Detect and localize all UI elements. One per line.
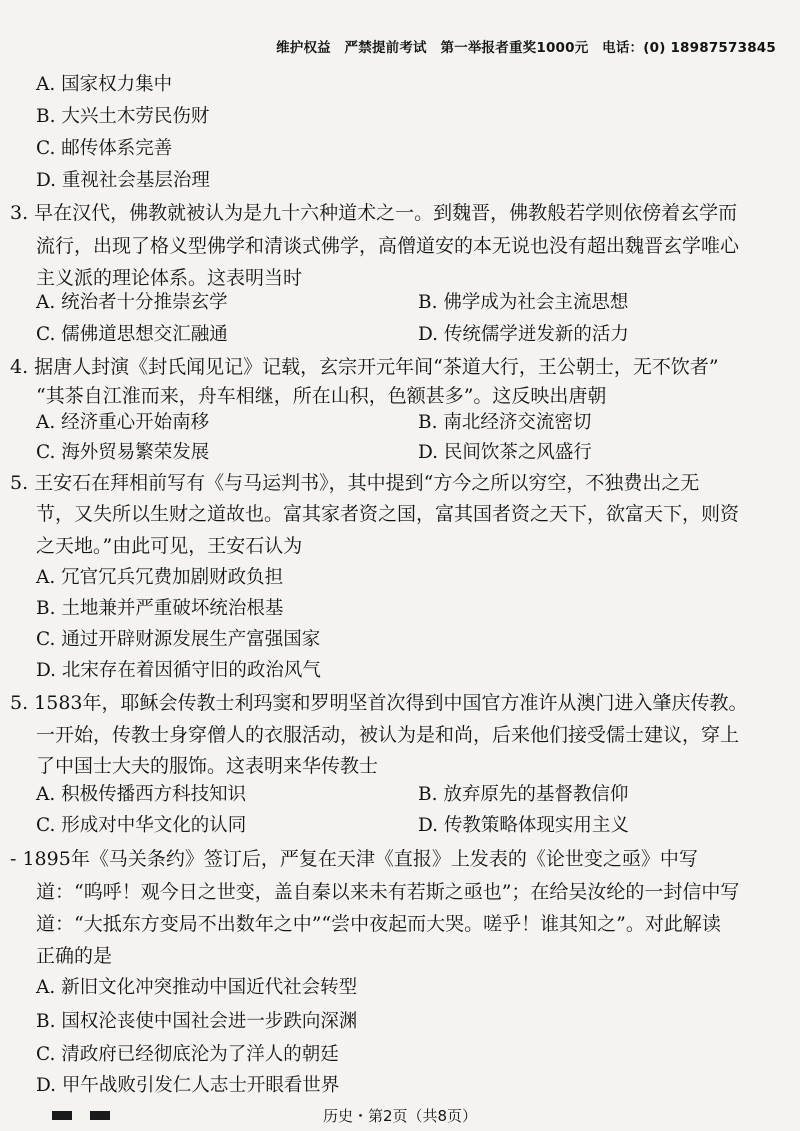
q3-option-d: D. 传统儒学迸发新的活力 bbox=[418, 324, 629, 345]
q4-option-d: D. 民间饮茶之风盛行 bbox=[418, 442, 592, 463]
q2-option-b: B. 大兴土木劳民伤财 bbox=[36, 106, 210, 127]
q7-option-a: A. 新旧文化冲突推动中国近代社会转型 bbox=[36, 977, 358, 998]
q5-stem-line-2: 节，又失所以生财之道故也。富其家者资之国，富其国者资之天下，欲富天下，则资 bbox=[36, 503, 740, 525]
q7-option-d: D. 甲午战败引发仁人志士开眼看世界 bbox=[36, 1075, 340, 1096]
q7-option-c: C. 清政府已经彻底沦为了洋人的朝廷 bbox=[36, 1044, 339, 1065]
q3-option-c: C. 儒佛道思想交汇融通 bbox=[36, 324, 228, 345]
q5-option-b: B. 土地兼并严重破坏统治根基 bbox=[36, 598, 284, 619]
q6-stem-line-1: 5. 1583年，耶稣会传教士利玛窦和罗明坚首次得到中国官方准许从澳门进入肇庆传教。 bbox=[10, 692, 748, 714]
q6-option-a: A. 积极传播西方科技知识 bbox=[36, 784, 247, 805]
q7-stem-line-2: 道：“呜呼！观今日之世变，盖自秦以来未有若斯之亟也”；在给吴汝纶的一封信中写 bbox=[36, 881, 740, 903]
q6-option-b: B. 放弃原先的基督教信仰 bbox=[418, 784, 629, 805]
q6-stem-line-2: 一开始，传教士身穿僧人的衣服活动，被认为是和尚，后来他们接受儒士建议，穿上 bbox=[36, 724, 740, 746]
q6-option-d: D. 传教策略体现实用主义 bbox=[418, 815, 629, 836]
exam-header: 维护权益 严禁提前考试 第一举报者重奖1000元 电话：(0) 18987573845 bbox=[276, 40, 776, 56]
q2-option-d: D. 重视社会基层治理 bbox=[36, 170, 210, 191]
q3-stem-line-3: 主义派的理论体系。这表明当时 bbox=[36, 267, 303, 289]
q3-option-a: A. 统治者十分推崇玄学 bbox=[36, 292, 228, 313]
q5-option-c: C. 通过开辟财源发展生产富强国家 bbox=[36, 629, 321, 650]
q4-option-c: C. 海外贸易繁荣发展 bbox=[36, 442, 210, 463]
q5-stem-line-1: 5. 王安石在拜相前写有《与马运判书》，其中提到“方今之所以穷空，不独费出之无 bbox=[10, 472, 700, 494]
q5-stem-line-3: 之天地。”由此可见，王安石认为 bbox=[36, 535, 303, 557]
q3-stem-line-2: 流行，出现了格义型佛学和清谈式佛学，高僧道安的本无说也没有超出魏晋玄学唯心 bbox=[36, 235, 740, 257]
q5-option-d: D. 北宋存在着因循守旧的政治风气 bbox=[36, 660, 321, 681]
q5-option-a: A. 冗官冗兵冗费加剧财政负担 bbox=[36, 567, 284, 588]
q2-option-a: A. 国家权力集中 bbox=[36, 74, 173, 95]
q7-option-b: B. 国权沦丧使中国社会进一步跌向深渊 bbox=[36, 1011, 358, 1032]
q6-option-c: C. 形成对中华文化的认同 bbox=[36, 815, 247, 836]
q2-option-c: C. 邮传体系完善 bbox=[36, 138, 173, 159]
q6-stem-line-3: 了中国士大夫的服饰。这表明来华传教士 bbox=[36, 755, 379, 777]
q4-option-a: A. 经济重心开始南移 bbox=[36, 412, 210, 433]
q4-stem-line-1: 4. 据唐人封演《封氏闻见记》记载，玄宗开元年间“茶道大行，王公朝士，无不饮者” bbox=[10, 356, 719, 378]
page-footer: 历史・第2页（共8页） bbox=[322, 1107, 478, 1125]
q4-stem-line-2: “其茶自江淮而来，舟车相继，所在山积，色额甚多”。这反映出唐朝 bbox=[36, 385, 607, 407]
q4-option-b: B. 南北经济交流密切 bbox=[418, 412, 592, 433]
q3-stem-line-1: 3. 早在汉代，佛教就被认为是九十六种道术之一。到魏晋，佛教般若学则依傍着玄学而 bbox=[10, 202, 738, 224]
q7-stem-line-3: 道：“大抵东方变局不出数年之中”“尝中夜起而大哭。嗟乎！谁其知之”。对此解读 bbox=[36, 913, 721, 935]
q3-option-b: B. 佛学成为社会主流思想 bbox=[418, 292, 629, 313]
q7-stem-line-1: - 1895年《马关条约》签订后，严复在天津《直报》上发表的《论世变之亟》中写 bbox=[10, 848, 698, 870]
q7-stem-line-4: 正确的是 bbox=[36, 945, 113, 967]
